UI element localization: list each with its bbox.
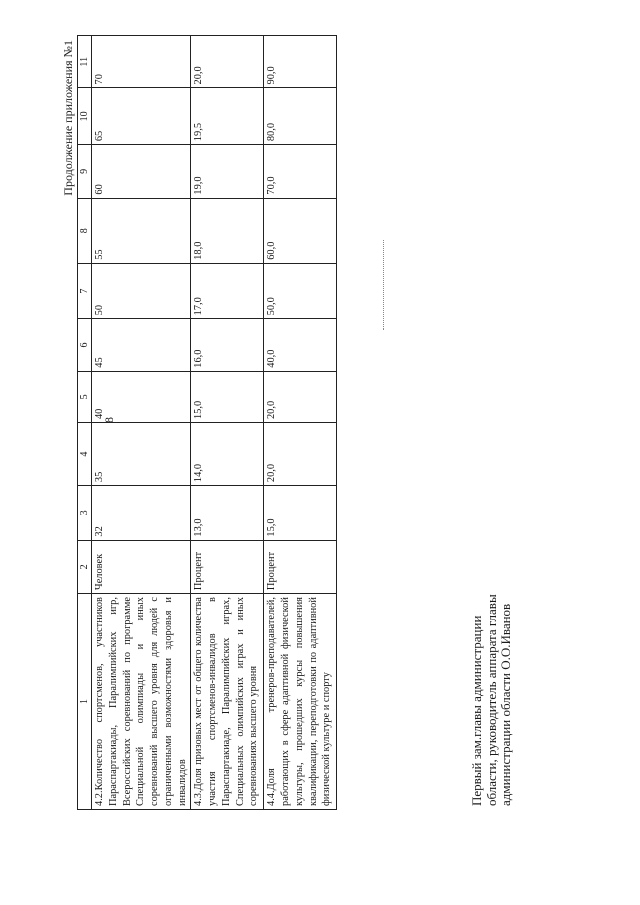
page-number: 8 bbox=[102, 417, 116, 423]
indicator-cell: 4.4.Доля тренеров-преподавателей, работающих в сфере адаптивной физической культуры, прошедших курсы повышения квалификации, переподготовки по адаптивной физической культуре и спорту bbox=[264, 594, 337, 810]
value-cell: 65 bbox=[92, 88, 191, 145]
value-cell: 16,0 bbox=[191, 319, 264, 371]
table-row bbox=[92, 36, 191, 810]
value-cell: 60,0 bbox=[264, 198, 337, 263]
indicators-table bbox=[77, 35, 337, 810]
signature-block bbox=[470, 594, 514, 806]
signature-line: области, руководитель аппарата главы bbox=[483, 594, 499, 806]
value-cell: 50,0 bbox=[264, 263, 337, 319]
header-cell: 1 bbox=[78, 594, 92, 810]
indicator-cell: 4.2.Количество спортсменов, участников Параспартакиады, Паралимпийских игр, Всероссийских соревнований по программе Специальной олимпиады и иных соревнований высшего уровня для людей с ограниченными возможностями здоровья и инвалидов bbox=[92, 594, 191, 810]
value-cell: 15,0 bbox=[191, 371, 264, 422]
value-cell: 90,0 bbox=[264, 36, 337, 88]
header-cell: 5 bbox=[78, 371, 92, 422]
value-cell: 13,0 bbox=[191, 486, 264, 541]
header-cell: 2 bbox=[78, 540, 92, 593]
value-cell: 19,0 bbox=[191, 145, 264, 198]
table-header-row bbox=[78, 36, 92, 810]
value-cell: 40,0 bbox=[264, 319, 337, 371]
header-cell: 7 bbox=[78, 263, 92, 319]
value-cell: 45 bbox=[92, 319, 191, 371]
header-cell: 11 bbox=[78, 36, 92, 88]
value-cell: 18,0 bbox=[191, 198, 264, 263]
dotted-mark bbox=[383, 240, 385, 330]
value-cell: 15,0 bbox=[264, 486, 337, 541]
table-row bbox=[191, 36, 264, 810]
value-cell: 32 bbox=[92, 486, 191, 541]
rotated-page bbox=[55, 30, 595, 830]
signature-line: Первый зам.главы администрации bbox=[469, 615, 484, 806]
header-cell: 6 bbox=[78, 319, 92, 371]
header-cell: 8 bbox=[78, 198, 92, 263]
value-cell: 20,0 bbox=[191, 36, 264, 88]
header-cell: 4 bbox=[78, 423, 92, 486]
header-cell: 10 bbox=[78, 88, 92, 145]
value-cell: 80,0 bbox=[264, 88, 337, 145]
table-row bbox=[264, 36, 337, 810]
appendix-note: Продолжение приложения №1 bbox=[61, 40, 75, 196]
value-cell: 35 bbox=[92, 423, 191, 486]
value-cell: 70 bbox=[92, 36, 191, 88]
indicator-cell: 4.3.Доля призовых мест от общего количества участия спортсменов-инвалидов в Параспартакиаде, Паралимпийских играх, Специальных олимпийских играх и иных соревнованиях высшего уровня bbox=[191, 594, 264, 810]
value-cell: 17,0 bbox=[191, 263, 264, 319]
header-cell: 9 bbox=[78, 145, 92, 198]
value-cell: 55 bbox=[92, 198, 191, 263]
unit-cell: Процент bbox=[191, 540, 264, 593]
value-cell: 19,5 bbox=[191, 88, 264, 145]
unit-cell: Процент bbox=[264, 540, 337, 593]
value-cell: 14,0 bbox=[191, 423, 264, 486]
value-cell: 40 bbox=[92, 371, 191, 422]
header-cell: 3 bbox=[78, 486, 92, 541]
value-cell: 20,0 bbox=[264, 423, 337, 486]
value-cell: 20,0 bbox=[264, 371, 337, 422]
value-cell: 70,0 bbox=[264, 145, 337, 198]
value-cell: 60 bbox=[92, 145, 191, 198]
signature-line: администрации области О.О.Иванов bbox=[498, 603, 514, 806]
value-cell: 50 bbox=[92, 263, 191, 319]
unit-cell: Человек bbox=[92, 540, 191, 593]
